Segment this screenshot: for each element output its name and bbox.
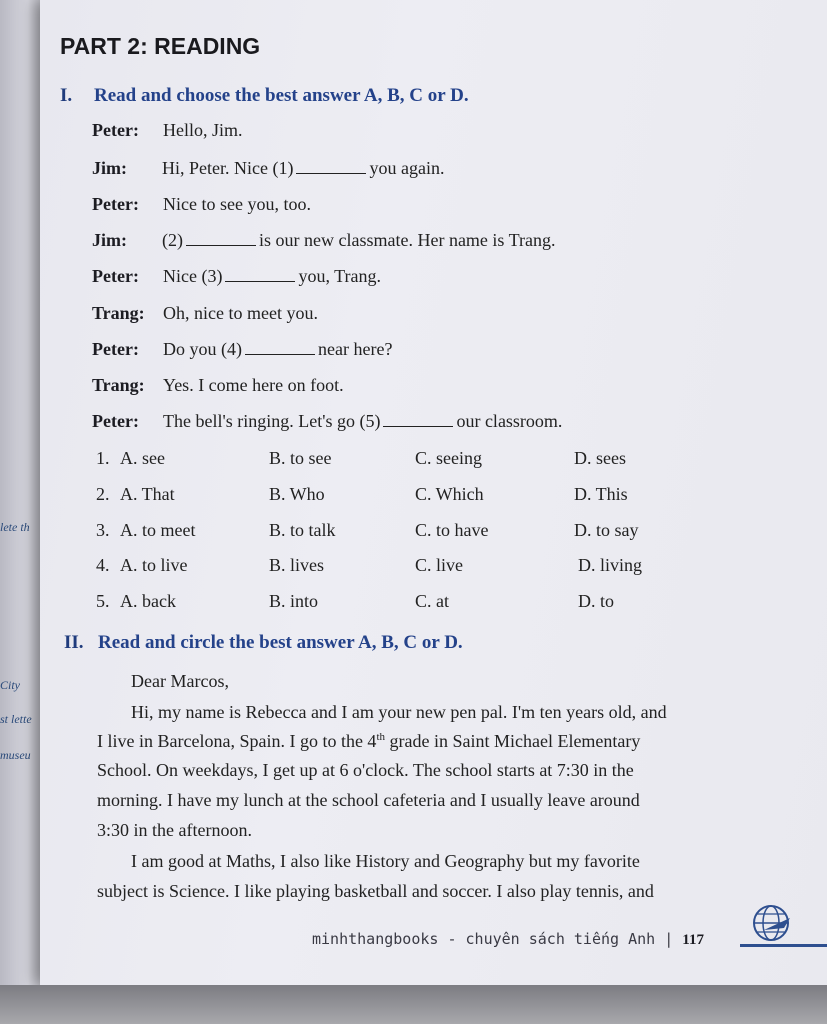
section-1-title: Read and choose the best answer A, B, C or D. [94, 85, 469, 106]
answer-option-d: D. This [574, 484, 628, 504]
answer-option-d: D. sees [574, 448, 626, 468]
answer-option-a: A. That [120, 484, 175, 504]
edge-fragment: museu [0, 748, 31, 762]
dialogue-text: near here? [318, 339, 393, 359]
edge-fragment: st lette [0, 712, 32, 726]
speaker-name: Peter: [92, 411, 139, 431]
question-number: 1. [96, 448, 110, 468]
dialogue-text: Oh, nice to meet you. [163, 303, 318, 323]
table-surface [0, 985, 827, 1024]
dialogue-text: The bell's ringing. Let's go (5) [163, 411, 381, 431]
speaker-name: Peter: [92, 339, 139, 359]
dialogue-line [92, 303, 318, 324]
dialogue-line [92, 411, 562, 432]
question-number: 3. [96, 520, 110, 540]
speaker-name: Jim: [92, 158, 127, 178]
letter-line: morning. I have my lunch at the school cafeteria and I usually leave around [97, 790, 640, 810]
answer-option-a: A. to meet [120, 520, 196, 540]
dialogue-text: is our new classmate. Her name is Trang. [259, 230, 556, 250]
answer-option-b: B. lives [269, 555, 325, 575]
answer-option-a: A. back [120, 591, 176, 611]
section-1-number: I. [60, 85, 73, 106]
answer-option-c: C. live [415, 555, 463, 575]
globe-plane-icon [750, 900, 796, 946]
speaker-name: Trang: [92, 303, 145, 323]
answer-blank [225, 267, 295, 282]
answer-option-c: C. Which [415, 484, 484, 504]
answer-blank [383, 412, 453, 427]
dialogue-text: Hi, Peter. Nice (1) [162, 158, 294, 178]
speaker-name: Jim: [92, 230, 127, 250]
page-footer [312, 930, 704, 949]
answer-option-b: B. to talk [269, 520, 336, 540]
dialogue-text: our classroom. [456, 411, 563, 431]
letter-line: Hi, my name is Rebecca and I am your new pen pal. I'm ten years old, and [131, 702, 667, 722]
dialogue-line [92, 230, 555, 251]
question-number: 2. [96, 484, 110, 504]
dialogue-line [92, 266, 381, 287]
publisher-brand: minhthangbooks - chuyên sách tiếng Anh [312, 930, 656, 948]
facing-page-edge [0, 0, 40, 1024]
page-number: 117 [682, 932, 704, 948]
ordinal-superscript: th [376, 731, 385, 743]
answer-blank [296, 159, 366, 174]
letter-line [97, 731, 640, 752]
answer-option-b: B. into [269, 591, 319, 611]
footer-separator: | [664, 930, 674, 948]
answer-blank [245, 340, 315, 355]
answer-option-b: B. Who [269, 484, 325, 504]
question-number: 4. [96, 555, 110, 575]
dialogue-line [92, 194, 311, 215]
dialogue-text: Yes. I come here on foot. [163, 375, 344, 395]
dialogue-text: (2) [162, 230, 183, 250]
answer-option-a: A. to live [120, 555, 188, 575]
question-number: 5. [96, 591, 110, 611]
dialogue-text: Nice to see you, too. [163, 194, 311, 214]
answer-option-d: D. to [578, 591, 614, 611]
answer-option-d: D. living [578, 555, 643, 575]
section-2-title: Read and circle the best answer A, B, C or D. [98, 632, 463, 653]
letter-greeting: Dear Marcos, [131, 671, 229, 691]
dialogue-line [92, 339, 392, 360]
dialogue-text: you, Trang. [298, 266, 381, 286]
section-2-number: II. [64, 632, 84, 653]
speaker-name: Peter: [92, 266, 139, 286]
answer-option-c: C. to have [415, 520, 489, 540]
speaker-name: Trang: [92, 375, 145, 395]
edge-fragment: lete th [0, 520, 30, 534]
answer-option-b: B. to see [269, 448, 332, 468]
letter-line-text: grade in Saint Michael Elementary [385, 731, 641, 751]
answer-option-c: C. at [415, 591, 449, 611]
answer-option-c: C. seeing [415, 448, 482, 468]
letter-line: I am good at Maths, I also like History and Geography but my favorite [131, 851, 640, 871]
speaker-name: Peter: [92, 194, 139, 214]
dialogue-text: Do you (4) [163, 339, 242, 359]
edge-fragment: City [0, 678, 20, 692]
letter-line: School. On weekdays, I get up at 6 o'clock. The school starts at 7:30 in the [97, 760, 634, 780]
dialogue-text: you again. [369, 158, 445, 178]
section-2-heading [64, 632, 463, 654]
dialogue-line [92, 375, 344, 396]
dialogue-text: Nice (3) [163, 266, 223, 286]
letter-line: subject is Science. I like playing basketball and soccer. I also play tennis, and [97, 881, 654, 901]
speaker-name: Peter: [92, 120, 139, 140]
letter-line-text: I live in Barcelona, Spain. I go to the 4 [97, 731, 377, 751]
answer-blank [186, 231, 256, 246]
part-title: PART 2: READING [60, 33, 261, 59]
dialogue-line [92, 158, 444, 179]
letter-line: 3:30 in the afternoon. [97, 820, 252, 840]
dialogue-line [92, 120, 243, 141]
section-1-heading [60, 85, 469, 107]
answer-option-d: D. to say [574, 520, 639, 540]
answer-option-a: A. see [120, 448, 165, 468]
dialogue-text: Hello, Jim. [163, 120, 243, 140]
